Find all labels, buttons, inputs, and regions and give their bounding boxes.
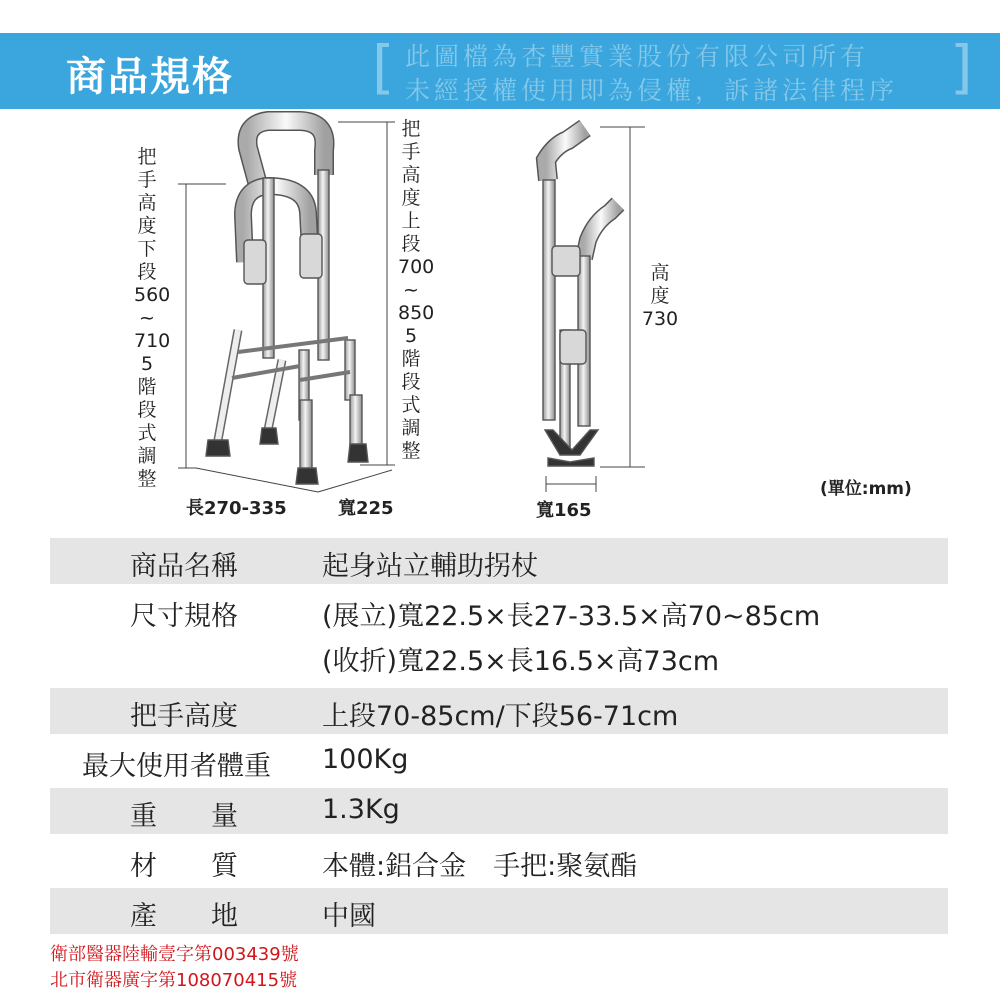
vertical-label-segment: 式: [401, 394, 421, 416]
vertical-label-segment: 710: [134, 330, 171, 352]
spec-row-max-weight: [50, 738, 948, 784]
spec-row-size: [50, 586, 948, 682]
vertical-label-segment: 度: [650, 285, 670, 307]
registration-line-2: 北市衛器廣字第108070415號: [50, 970, 298, 991]
unfolded-cane-drawing: [206, 121, 368, 484]
spec-value: (收折)寬22.5×長16.5×高73cm: [322, 646, 720, 677]
spec-label: 尺寸規格: [130, 601, 238, 632]
vertical-label-segment: 700: [398, 256, 435, 278]
vertical-label-segment: 整: [137, 468, 157, 490]
spec-value: 100Kg: [322, 744, 409, 775]
folded-width-label: 寬165: [536, 500, 592, 521]
unit-label: (單位:mm): [820, 479, 912, 499]
spec-value: 本體:鋁合金 手把:聚氨酯: [322, 851, 638, 882]
watermark-bracket-right: ]: [950, 33, 973, 101]
vertical-label-segment: 調: [401, 417, 421, 439]
vertical-label-segment: 5: [140, 353, 154, 375]
dimension-line-base: [196, 468, 596, 492]
vertical-label-segment: 高: [137, 192, 157, 214]
vertical-label-segment: 5: [404, 325, 418, 347]
spec-value: 上段70-85cm/下段56-71cm: [322, 701, 679, 732]
vertical-label-segment: 手: [137, 169, 157, 191]
vertical-label-segment: 手: [401, 141, 421, 163]
vertical-label-segment: 850: [398, 302, 435, 324]
width-label: 寬225: [338, 498, 394, 519]
page-title: 商品規格: [66, 54, 234, 100]
vertical-label-segment: 階: [137, 376, 157, 398]
spec-value: 1.3Kg: [322, 794, 400, 825]
upper-handle-height-label: [398, 118, 435, 463]
vertical-label-segment: 下: [137, 238, 157, 260]
spec-row-origin: [50, 888, 948, 934]
vertical-label-segment: 段: [137, 399, 157, 421]
spec-row-handle-height: [50, 688, 948, 734]
spec-label: 重 量: [130, 801, 238, 832]
vertical-label-segment: 高: [401, 164, 421, 186]
spec-label: 材 質: [130, 851, 238, 882]
spec-value: 起身站立輔助拐杖: [322, 551, 538, 582]
vertical-label-segment: 式: [137, 422, 157, 444]
vertical-label-segment: ~: [139, 307, 155, 329]
watermark-bracket-left: [: [372, 33, 395, 101]
vertical-label-segment: 把: [401, 118, 421, 140]
spec-row-material: [50, 838, 948, 884]
dimension-line-upper: [338, 122, 395, 465]
vertical-label-segment: 段: [137, 261, 157, 283]
length-label: 長270-335: [186, 498, 287, 519]
spec-label: 把手高度: [130, 701, 238, 732]
vertical-label-segment: 把: [137, 146, 157, 168]
vertical-label-segment: 段: [401, 371, 421, 393]
vertical-label-segment: 度: [401, 187, 421, 209]
vertical-label-segment: 上: [401, 210, 421, 232]
vertical-label-segment: 整: [401, 440, 421, 462]
dimension-line-height: [600, 127, 645, 467]
lower-handle-height-label: [134, 146, 171, 491]
spec-row-name: [50, 538, 948, 584]
vertical-label-segment: ~: [403, 279, 419, 301]
vertical-label-segment: 高: [650, 262, 670, 284]
vertical-label-segment: 560: [134, 284, 171, 306]
vertical-label-segment: 度: [137, 215, 157, 237]
spec-value: (展立)寬22.5×長27-33.5×高70~85cm: [322, 601, 821, 632]
folded-cane-drawing: [543, 128, 618, 466]
spec-row-weight: [50, 788, 948, 834]
vertical-label-segment: 段: [401, 233, 421, 255]
watermark-line-1: 此圖檔為杏豐實業股份有限公司所有: [405, 42, 870, 71]
vertical-label-segment: 調: [137, 445, 157, 467]
vertical-label-segment: 730: [641, 308, 679, 330]
spec-label: 最大使用者體重: [82, 751, 271, 782]
spec-label: 產 地: [130, 901, 238, 932]
vertical-label-segment: 階: [401, 348, 421, 370]
watermark-line-2: 未經授權使用即為侵權，訴諸法律程序: [405, 76, 899, 105]
spec-label: 商品名稱: [130, 551, 238, 582]
registration-line-1: 衛部醫器陸輸壹字第003439號: [50, 944, 299, 965]
spec-value: 中國: [322, 901, 376, 932]
folded-height-label: [640, 262, 680, 331]
